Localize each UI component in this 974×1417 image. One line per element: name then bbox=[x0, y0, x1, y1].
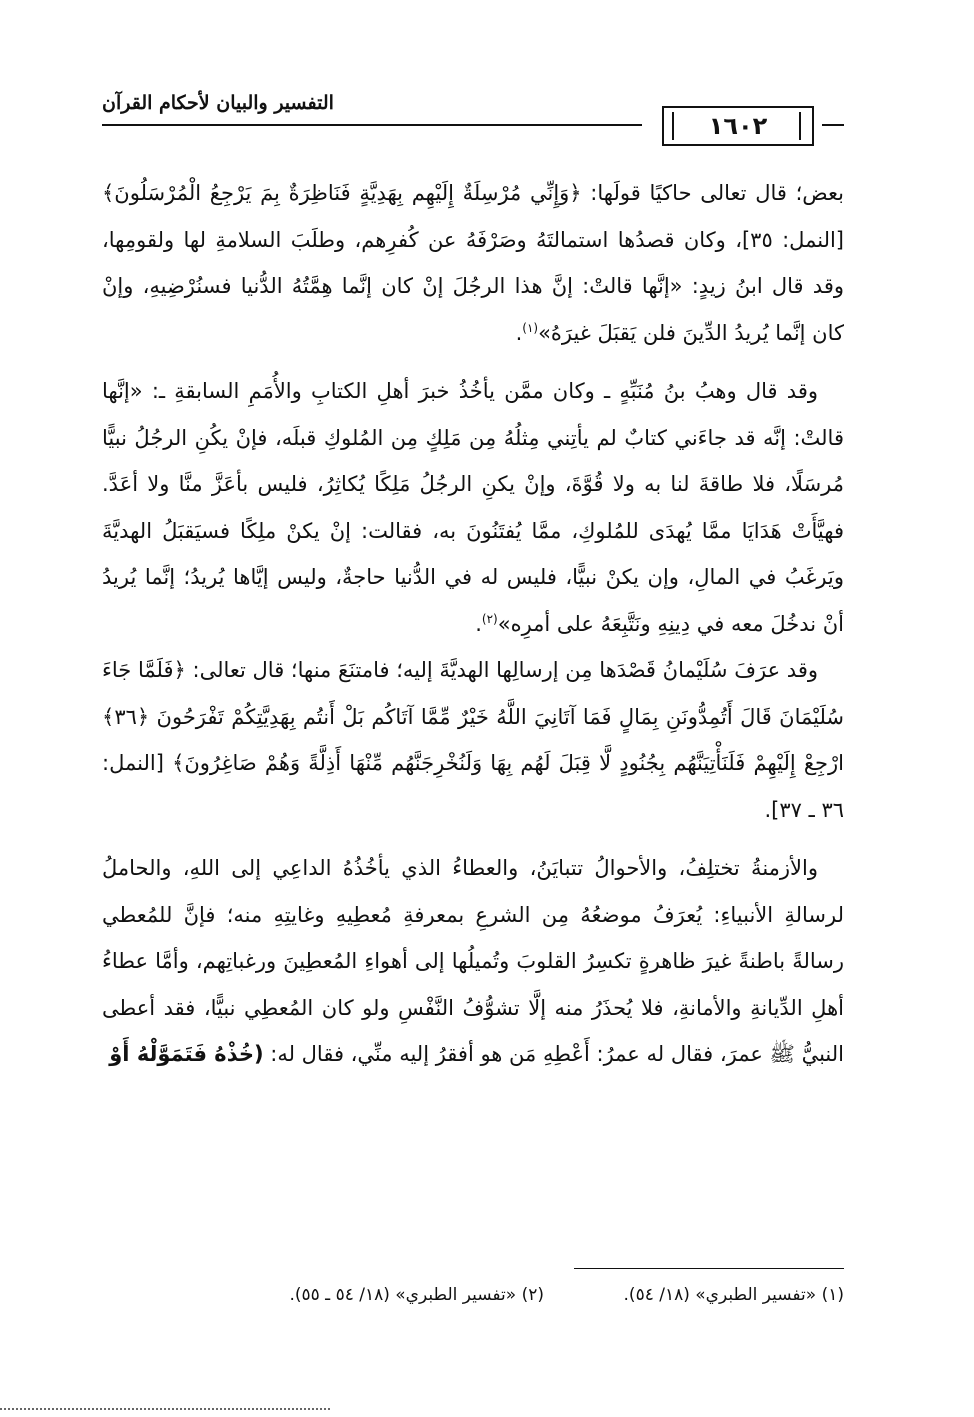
quran-verse: ﴿فَلَمَّا جَاءَ سُلَيْمَانَ قَالَ أَتُمِدُّونَنِ بِمَالٍ فَمَا آتَانِيَ اللَّهُ خَيْرٌ مِّمَّا آتَاكُم بَلْ أَنتُم بِهَدِيَّتِكُمْ تَفْرَحُونَ ﴿٣٦﴾ ارْجِعْ إِلَيْهِمْ فَلَنَأْتِيَنَّهُم بِجُنُودٍ لَّا قِبَلَ لَهُم بِهَا وَلَنُخْرِجَنَّهُم مِّنْهَا أَذِلَّةً وَهُمْ صَاغِرُونَ﴾ bbox=[102, 658, 844, 775]
footnote-text: «تفسير الطبري» (١٨/ ٥٤ ـ ٥٥). bbox=[289, 1285, 517, 1305]
hadith-quote: (خُذْهُ فَتَمَوَّلْهُ أَوْ bbox=[109, 1042, 264, 1066]
paragraph bbox=[102, 647, 844, 833]
paragraph bbox=[102, 170, 844, 356]
footnote-item bbox=[624, 1285, 844, 1305]
text-run: . bbox=[475, 611, 482, 636]
footnote-text: «تفسير الطبري» (١٨/ ٥٤). bbox=[623, 1285, 817, 1305]
main-text bbox=[102, 170, 844, 1078]
text-run: وقد عرَفَ سُلَيْمانُ قَصْدَها مِن إرسالِها الهديَّةَ إليه؛ فامتنَعَ منها؛ قال تعالى: bbox=[185, 658, 818, 682]
header-rule bbox=[102, 124, 642, 126]
text-run: وقد قال وهبُ بنُ مُنَبِّهٍ ـ وكان ممَّن يأخُذُ خبرَ أهلِ الكتابِ والأُمَمِ السابقةِ ـ: «إنَّها قالتْ: إنَّه قد جاءَني كتابٌ لم يأتِني مِثلُهُ مِن مَلِكٍ مِن المُلوكِ قبلَه، فإنْ يكُنِ الرجُلُ نبيًّا مُرسَلًا، فلا طاقةَ لنا به ولا قُوَّةَ، وإنْ يكنِ الرجُلُ مَلِكًا يُكاثِرُ، فليس بأعَزَّ منَّا ولا أعَدَّ. فهيَّأَتْ هَدَايَا ممَّا يُهدَى للمُلوكِ، ممَّا يُفتَنُونَ به، فقالت: إنْ يكنْ ملِكًا فسيَقبَلُ الهديَّةَ ويَرغَبُ في المالِ، وإن يكنْ نبيًّا، فليس له في الدُّنيا حاجةٌ، وليس إيَّاها يُريدُ؛ إنَّما يُريدُ أنْ ندخُلَ معه في دِينِهِ ونَتَّبِعَهُ على أمرِه» bbox=[102, 379, 844, 636]
scan-edge-dots bbox=[0, 1408, 330, 1410]
footnotes bbox=[102, 1285, 844, 1319]
footnote-reference[interactable]: (١) bbox=[522, 320, 539, 335]
footnote-separator bbox=[574, 1268, 844, 1269]
text-run: . bbox=[515, 320, 523, 345]
text-run: بعض؛ قال تعالى حاكيًا قولَها: bbox=[581, 181, 844, 205]
footnote-reference[interactable]: (٢) bbox=[481, 611, 498, 626]
quran-verse: ﴿وَإِنِّي مُرْسِلَةٌ إِلَيْهِم بِهَدِيَّةٍ فَنَاظِرَةٌ بِمَ يَرْجِعُ الْمُرْسَلُونَ﴾ bbox=[102, 181, 582, 205]
paragraph bbox=[102, 845, 844, 1078]
footnote-item bbox=[289, 1285, 544, 1305]
running-title: التفسير والبيان لأحكام القرآن bbox=[102, 92, 334, 114]
header-rule-right bbox=[822, 124, 844, 126]
text-run: [النمل: ٣٥]، وكان قصدُها استمالتَهُ وصَرْفَهُ عن كُفرِهم، وطلَبَ السلامةِ لها ولقومِها، وقد قال ابنُ زيدٍ: «إنَّها قالتْ: إنَّ هذا الرجُلَ إنْ كان إنَّما هِمَّتُهُ الدُّنيا فسنُرْضِيهِ، وإنْ كان إنَّما يُريدُ الدِّينَ فلن يَقبَلَ غيرَهُ» bbox=[102, 227, 844, 345]
text-run: [النمل: ٣٦ ـ ٣٧]. bbox=[102, 751, 844, 822]
text-run: والأزمنةُ تختلِفُ، والأحوالُ تتبايَنُ، والعطاءُ الذي يأخُذُهُ الداعِي إلى اللهِ، والحاملُ لرسالةِ الأنبياءِ: يُعرَفُ موضعُهُ مِن الشرعِ بمعرفةِ مُعطِيهِ وغايتِهِ منه؛ فإنَّ للمُعطي رسالةً باطنةً غيرَ ظاهرةٍ تكسِرُ القلوبَ وتُميلُها إلى أهواءِ المُعطِينَ ورغباتِهم، وأمَّا عطاءُ أهلِ الدِّيانةِ والأمانةِ، فلا يُحذَرُ منه إلَّا تشوُّفُ النَّفْسِ ولو كان المُعطِي نبيًّا، فقد أعطى النبيُّ ﷺ عمرَ، فقال له عمرُ: أَعْطِهِ مَن هو أفقرُ إليه منِّي، فقال له: bbox=[102, 856, 844, 1066]
footnote-number: (٢) bbox=[521, 1285, 544, 1305]
page-number: ١٦٠٢ bbox=[662, 106, 814, 146]
paragraph bbox=[102, 368, 844, 647]
footnote-number: (١) bbox=[821, 1285, 844, 1305]
page-header bbox=[102, 92, 844, 152]
